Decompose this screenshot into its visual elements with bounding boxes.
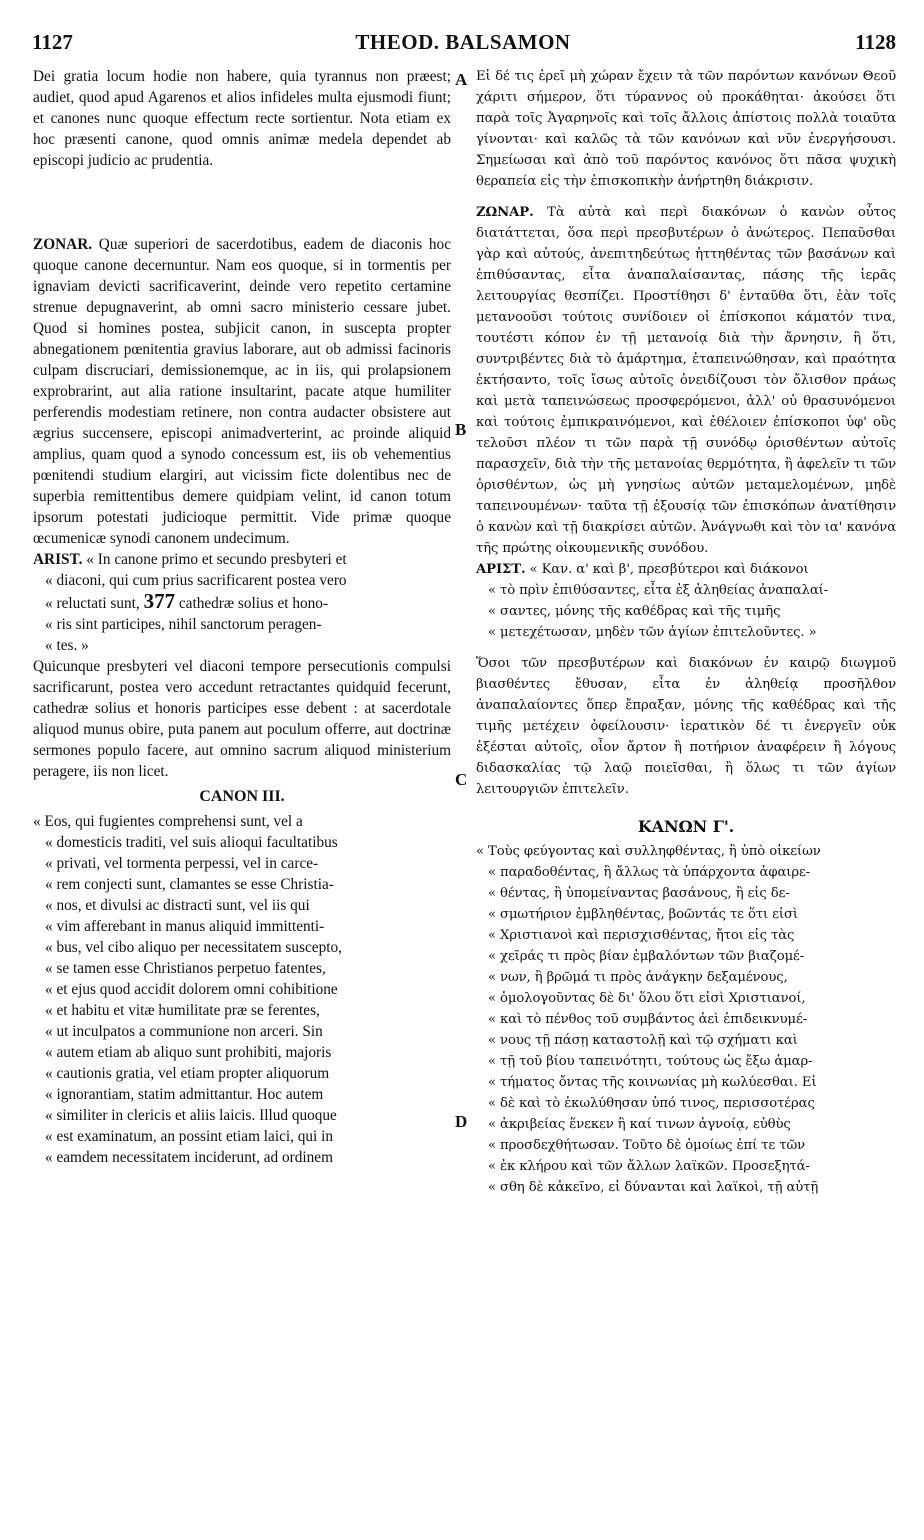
canon-line-greek: « Τοὺς φεύγοντας καὶ συλληφθέντας, ἢ ὑπὸ οἰκείων xyxy=(476,844,821,859)
arist-quote-line-2-greek: « τὸ πρὶν ἐπιθύσαντες, εἶτα ἐξ ἀληθείας ἀναπαλαί- xyxy=(488,583,829,598)
canon-line-greek: « ἐκ κλήρου καὶ τῶν ἄλλων λαϊκῶν. Προσεξητά- xyxy=(488,1159,810,1174)
arist-label: ARIST. xyxy=(33,551,83,568)
greek-paragraph-1: Εἰ δέ τις ἐρεῖ μὴ χώραν ἔχειν τὰ τῶν παρόντων κανόνων Θεοῦ χάριτι σήμερον, ὅτι τύραννος οὐ προκάθηται· ἀκούσει ὅτι παρὰ τοῖς Ἀγαρηνοῖς καὶ τοῖς ἄλλοις ἀπίστοις πολλὰ τοιαῦτα γίνονται· καὶ καλῶς τὰ τῶν κανόνων καὶ νῦν ἐνεργήσουσι. Σημείωσαι καὶ ἀπὸ τοῦ παρόντος κανόνος ὅτι πᾶσα ψυχικὴ θεραπεία εἰς τὴν ἐπισκοπικὴν ἀνήρτηθη διάκρισιν. xyxy=(476,69,896,189)
spacer xyxy=(476,192,896,202)
arist-quote-text-1: « In canone primo et secundo presbyteri et xyxy=(86,551,347,568)
greek-canon-title: ΚΑΝΩΝ Γ'. xyxy=(637,817,735,836)
arist-quote-line-2: « diaconi, qui cum prius sacrificarent postea vero xyxy=(45,572,347,589)
arist-quote-line-4: « ris sint participes, nihil sanctorum peragen- xyxy=(45,616,322,633)
canon-line: « Eos, qui fugientes comprehensi sunt, vel a xyxy=(33,813,303,830)
canon-line-greek: « σθη δὲ κἀκεῖνο, εἰ δύνανται καὶ λαϊκοὶ, τῇ αὐτῇ xyxy=(488,1180,819,1195)
zonar-label: ZONAR. xyxy=(33,236,93,253)
greek-arist-text: Ὅσοι τῶν πρεσβυτέρων καὶ διακόνων ἐν καιρῷ διωγμοῦ βιασθέντες ἔθυσαν, εἶτα ἐν ἀληθείᾳ προσῆλθον ἀναπαλαίοντες ὅπερ ἔπραξαν, μόνης τῆς καθέδρας καὶ τῆς τιμῆς μετέχειν ὀφείλουσιν· ἱερατικὸν δέ τι ἐνεργεῖν οὐκ ἐξέσται αὐτοῖς, οἷον ἄρτον ἢ ποτήριον ἀναφέρειν ἢ λόγους διδασκαλίας τῷ λαῷ ποιεῖσθαι, ἢ ὅλως τι τῶν ἁγίων λειτουργιῶν ἐπιτελεῖν. xyxy=(476,656,896,797)
canon-line: « et habitu et vitæ humilitate præ se ferentes, xyxy=(45,1002,320,1019)
canon-line-greek: « ὁμολογοῦντας δὲ δι' ὅλου ὅτι εἰσὶ Χριστιανοί, xyxy=(488,991,806,1006)
greek-arist-quote xyxy=(476,559,896,643)
canon-line: « et ejus quod accidit dolorem omni cohibitione xyxy=(45,981,338,998)
arist-quote-text-3b: cathedræ solius et hono- xyxy=(178,595,329,612)
latin-paragraph-1: Dei gratia locum hodie non habere, quia tyrannus non præest; audiet, quod apud Agarenos et alios infideles multa ejusmodi fiunt; et canones nunc quoque effectum recte sortientur. Nota etiam ex hoc præsenti canone, quod omnis animæ medela dependet ab episcopi judicio ac prudentia. xyxy=(33,68,451,169)
latin-canon-text xyxy=(33,811,451,1168)
canon-line-greek: « παραδοθέντας, ἢ ἄλλως τὰ ὑπάρχοντα ἀφαιρε- xyxy=(488,865,811,880)
zonar-text: Quæ superiori de sacerdotibus, eadem de diaconis hoc quoque canone decernuntur. Nam eos quoque, si in tormentis per ignaviam devicti sacrificaverint, deinde vero repetito certamine strenue depugnaverint, ab omni sacro ministerio cessare jubet. Quod si homines postea, subjicit canon, in suscepta propter abnegationem pœnitentia gravius laborare, aut ob admissi facinoris culpam discruciari, demissionemque, ac in iis, qui prolapsionem exprobrarint, aut alia ratione insultarint, pacate atque humiliter perferendis modestiam retinere, non contra audacter obsistere aut ægrius succensere, episcopi animadverterint, ac proinde aliquid amplius, quam quod a synodo concessum est, iis ob vehementius pœnitendi studium elargiri, aut vicissim ficte dolentibus nec de superbia remittentibus demere quidpiam velint, id canon totum ipsorum potestati judicioque permittit. Vide primæ quoque œcumenicæ synodi canonem undecimum. xyxy=(33,236,451,547)
left-page-number: 1127 xyxy=(32,30,73,54)
canon-line: « domesticis traditi, vel suis alioqui facultatibus xyxy=(45,834,338,851)
canon-line: « se tamen esse Christianos perpetuo fatentes, xyxy=(45,960,326,977)
greek-column xyxy=(476,66,896,1198)
canon-line-greek: « νων, ἢ βρῶμά τι πρὸς ἀνάγκην δεξαμένους, xyxy=(488,970,788,985)
latin-zonar-paragraph xyxy=(33,234,451,549)
canon-line: « ignorantiam, statim admittantur. Hoc autem xyxy=(45,1086,324,1103)
margin-letter-a: A xyxy=(455,70,468,89)
canon-line: « est examinatum, an possint etiam laici, qui in xyxy=(45,1128,334,1145)
spacer xyxy=(33,171,451,234)
page-header xyxy=(30,30,896,60)
running-title: THEOD. BALSAMON xyxy=(355,30,571,54)
latin-canon-title: CANON III. xyxy=(199,788,285,805)
zonar-label-greek: ΖΩΝΑΡ. xyxy=(476,205,534,220)
arist-quote-line-1 xyxy=(33,551,347,568)
canon-line-greek: « νους τῇ πάσῃ καταστολῇ καὶ τῷ σχήματι καὶ xyxy=(488,1033,798,1048)
canon-line: « vim afferebant in manus aliquid immittenti- xyxy=(45,918,325,935)
canon-line-greek: « τῇ τοῦ βίου ταπεινότητι, τούτους ὡς ἔξω ἁμαρ- xyxy=(488,1054,813,1069)
greek-canon-text xyxy=(476,841,896,1198)
canon-line: « autem etiam ab aliquo sunt prohibiti, majoris xyxy=(45,1044,332,1061)
canon-line: « rem conjecti sunt, clamantes se esse Christia- xyxy=(45,876,334,893)
canon-line: « bus, vel cibo aliquo per necessitatem suscepto, xyxy=(45,939,342,956)
arist-quote-line-3 xyxy=(33,591,451,614)
canon-line-greek: « δὲ καὶ τὸ ἐκωλύθησαν ὑπό τινος, περισσοτέρας xyxy=(488,1096,815,1111)
greek-zonar-paragraph xyxy=(476,202,896,559)
arist-quote-text-3a: « reluctati sunt, xyxy=(45,595,140,612)
margin-letter-b: B xyxy=(455,420,467,439)
arist-quote-line-1-greek xyxy=(476,562,809,577)
latin-arist-text: Quicunque presbyteri vel diaconi tempore persecutionis compulsi sacrificarunt, postea vero accedunt retractantes quidquid fecerunt, cathedræ solius et honoris participes esse debent : at sacerdotale aliquod munus obire, puta panem aut poculum offerre, aut doctrinæ sermones populo facere, aut omnino sacrum aliquod ministerium peragere, iis non licet. xyxy=(33,658,451,780)
spacer xyxy=(476,643,896,653)
latin-column xyxy=(33,66,451,1168)
arist-quote-line-5: « tes. » xyxy=(45,637,89,654)
column-number: 377 xyxy=(143,589,176,613)
arist-quote-line-3-greek: « σαντες, μόνης τῆς καθέδρας καὶ τῆς τιμῆς xyxy=(488,604,781,619)
canon-line: « cautionis gratia, vel etiam propter aliquorum xyxy=(45,1065,330,1082)
canon-line: « similiter in clericis et aliis laicis. Illud quoque xyxy=(45,1107,337,1124)
arist-label-greek: ΑΡΙΣΤ. xyxy=(476,562,526,577)
zonar-text-greek: Τὰ αὐτὰ καὶ περὶ διακόνων ὁ κανὼν οὗτος διατάττεται, ὅσα περὶ πρεσβυτέρων ὁ ἀνώτερος. Πεπαῦσθαι γὰρ καὶ αὐτούς, ἀνεπιτηδεύτως ἡττηθέντας τῶν βασάνων καὶ ἐπιθύσαντας, εἶτα ἀναπαλαίσαντας, πάσης τῆς ἱερᾶς λειτουργίας θεσπίζει. Προστίθησι δ' ἐνταῦθα ὅτι, ἐὰν τοῖς μετανοοῦσι τούτοις συνίδοιεν οἱ ἐπίσκοποι κάματόν τινα, τουτέστι κόπον ἐν τῇ μετανοίᾳ διὰ τὴν ἄρνησιν, ἢ ὅτι, συντριβέντες διὰ τὸ ἁμάρτημα, ἐταπεινώθησαν, καὶ πραότητα ἐκτήσαντο, τοῖς ἴσως αὐτοῖς ὀνειδίζουσι τὸν ὄλισθον πράως καὶ μετὰ ταπεινώσεως προσφερόμενοι, ἀλλ' οὐ θρασυνόμενοι καὶ τούτοις ἐμπικραινόμενοι, καὶ ἐθέλοιεν ἐπίσκοποι ὑφ' οὓς τελοῦσι πλέον τι τῶν παρὰ τῇ συνόδῳ ὁρισθέντων αὐτοῖς παρασχεῖν, διὰ τὴν τῆς μετανοίας θερμότητα, ἢ ἀφελεῖν τι τῶν ὁρισθέντων, ὡς μὴ γνησίως αὐτῶν μεταμελομένων, μηδὲ ταπεινουμένων· ταῦτα τῇ ἐξουσίᾳ τῶν ἐπισκόπων ἀνατίθησιν ὁ κανὼν καὶ τῇ διακρίσει αὐτῶν. Ἀνάγνωθι καὶ τὸν ια' κανόνα τῆς πρώτης οἰκουμενικῆς συνόδου. xyxy=(476,205,897,556)
latin-arist-quote xyxy=(33,549,451,656)
canon-line: « nos, et divulsi ac distracti sunt, vel iis qui xyxy=(45,897,310,914)
canon-line-greek: « καὶ τὸ πένθος τοῦ συμβάντος ἀεὶ ἐπιδεικνυμέ- xyxy=(488,1012,808,1027)
margin-letter-d: D xyxy=(455,1112,468,1131)
margin-letter-c: C xyxy=(455,770,468,789)
canon-line-greek: « ἀκριβείας ἕνεκεν ἢ καί τινων ἀγνοίᾳ, εὐθὺς xyxy=(488,1117,791,1132)
canon-line-greek: « χεῖράς τι πρὸς βίαν ἐμβαλόντων τῶν βιαζομέ- xyxy=(488,949,805,964)
canon-line-greek: « προσδεχθήτωσαν. Τοῦτο δὲ ὁμοίως ἐπί τε τῶν xyxy=(488,1138,806,1153)
canon-line: « privati, vel tormenta perpessi, vel in carce- xyxy=(45,855,319,872)
canon-line-greek: « Χριστιανοὶ καὶ περισχισθέντας, ἤτοι εἰς τὰς xyxy=(488,928,795,943)
canon-line: « ut inculpatos a communione non arceri. Sin xyxy=(45,1023,323,1040)
canon-line-greek: « σμωτήριον ἐμβληθέντας, βοῶντάς τε ὅτι εἰσὶ xyxy=(488,907,798,922)
canon-line-greek: « θέντας, ἢ ὑπομείναντας βασάνους, ἢ εἰς δε- xyxy=(488,886,790,901)
canon-line-greek: « τήματος ὄντας τῆς κοινωνίας μὴ κωλύεσθαι. Εἰ xyxy=(488,1075,817,1090)
canon-line: « eamdem necessitatem inciderunt, ad ordinem xyxy=(45,1149,333,1166)
arist-quote-line-4-greek: « μετεχέτωσαν, μηδὲν τῶν ἁγίων ἐπιτελοῦντες. » xyxy=(488,625,817,640)
arist-quote-text-1-greek: « Καν. α' καὶ β', πρεσβύτεροι καὶ διάκονοι xyxy=(529,562,809,577)
right-page-number: 1128 xyxy=(855,30,896,54)
